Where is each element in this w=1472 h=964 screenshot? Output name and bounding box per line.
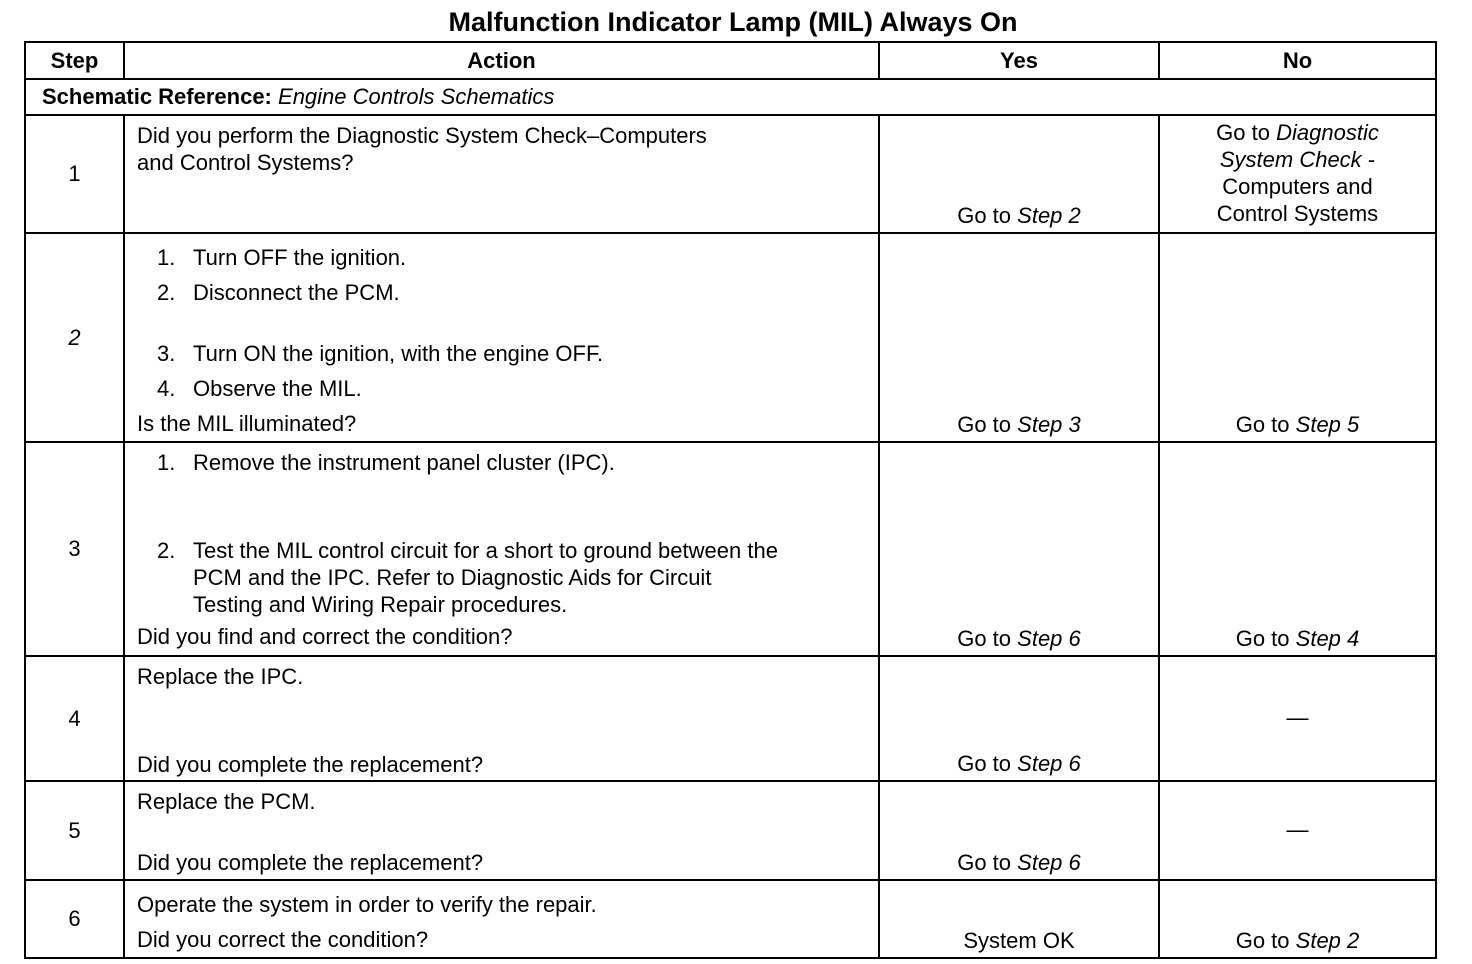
action-text: Operate the system in order to verify the repair. [137,892,597,917]
goto-label: Go to [1235,626,1290,651]
yes-cell [879,233,1159,442]
table-row [25,442,1436,656]
action-cell [124,115,879,233]
list-text: Remove the instrument panel cluster (IPC). [193,450,615,475]
list-number: 4. [157,376,176,401]
list-number: 1. [157,450,176,475]
goto-label: Go to [957,412,1012,437]
action-text: Replace the PCM. [137,789,316,814]
header-step: Step [25,42,124,79]
list-item [137,371,868,406]
no-line-3: Computers and [1222,174,1373,199]
no-dash: — [1286,704,1309,730]
list-number: 3. [157,341,176,366]
no-step-link: Step 2 [1295,928,1360,953]
header-yes: Yes [879,42,1159,79]
yes-step-link: Step 2 [1017,203,1081,228]
yes-cell [879,880,1159,958]
diagnostic-table [24,41,1437,959]
yes-cell [879,442,1159,656]
no-ref-italic-1: Diagnostic [1276,120,1379,145]
goto-label: Go to [1216,120,1270,145]
question-text: Is the MIL illuminated? [137,411,357,436]
no-line-4: Control Systems [1216,201,1379,226]
yes-step-link: Step 6 [1017,850,1081,875]
list-number: 1. [157,245,176,270]
table-row [25,115,1436,233]
action-text: Did you perform the Diagnostic System Check–Computers [137,123,707,148]
no-cell [1159,115,1436,233]
action-cell [124,781,879,880]
action-cell [124,442,879,656]
no-line-2 [1160,146,1435,173]
list-number: 2. [157,538,176,563]
no-step-link: Step 4 [1295,626,1360,651]
list-text: Test the MIL control circuit for a short to ground between the [193,538,778,563]
goto-label: Go to [957,751,1012,776]
step-number: 1 [25,115,124,233]
table-row [25,656,1436,781]
list-text: Turn OFF the ignition. [193,245,407,270]
list-text-cont: Testing and Wiring Repair procedures. [193,592,568,617]
step-number: 3 [25,442,124,656]
list-text-cont: PCM and the IPC. Refer to Diagnostic Aids for Circuit [193,565,712,590]
schematic-row [25,79,1436,115]
no-dash: - [1367,147,1376,172]
goto-label: Go to [957,203,1012,228]
goto-label: Go to [1235,412,1290,437]
schematic-value: Engine Controls Schematics [278,84,555,109]
header-action: Action [124,42,879,79]
schematic-label: Schematic Reference: [42,84,272,109]
no-dash: — [1286,816,1309,842]
action-cell [124,233,879,442]
no-ref-italic-2: System Check [1219,147,1362,172]
header-row [25,42,1436,79]
list-item [137,537,868,618]
no-cell [1159,781,1436,880]
step-number: 4 [25,656,124,781]
step-number: 5 [25,781,124,880]
yes-step-link: Step 6 [1017,751,1081,776]
action-cell [124,880,879,958]
step-number: 6 [25,880,124,958]
list-text: Turn ON the ignition, with the engine OFF. [193,341,604,366]
table-row [25,781,1436,880]
no-cell [1159,880,1436,958]
no-step-link: Step 5 [1295,412,1360,437]
list-item [137,275,868,310]
action-text-cont: and Control Systems? [137,150,354,175]
action-cell [124,656,879,781]
step-number: 2 [25,233,124,442]
yes-step-link: Step 6 [1017,626,1081,651]
schematic-reference [25,79,1436,115]
question-text: Did you correct the condition? [137,927,429,952]
header-no: No [1159,42,1436,79]
list-text: Observe the MIL. [193,376,362,401]
yes-text: System OK [963,928,1075,953]
yes-cell [879,656,1159,781]
table-row [25,233,1436,442]
no-cell [1159,233,1436,442]
goto-label: Go to [1235,928,1290,953]
list-text: Disconnect the PCM. [193,280,400,305]
question-text: Did you complete the replacement? [137,752,484,777]
no-cell [1159,656,1436,781]
list-item [137,336,868,371]
table-row [25,880,1436,958]
action-text: Replace the IPC. [137,664,304,689]
list-number: 2. [157,280,176,305]
list-item [137,240,868,275]
yes-cell [879,781,1159,880]
question-text: Did you find and correct the condition? [137,624,513,649]
goto-label: Go to [957,626,1012,651]
goto-label: Go to [957,850,1012,875]
question-text: Did you complete the replacement? [137,850,484,875]
no-cell [1159,442,1436,656]
yes-step-link: Step 3 [1017,412,1081,437]
list-item [137,449,868,476]
yes-cell [879,115,1159,233]
page-title: Malfunction Indicator Lamp (MIL) Always On [448,7,1018,37]
list-text-block [193,537,778,618]
no-line-1 [1160,119,1435,146]
